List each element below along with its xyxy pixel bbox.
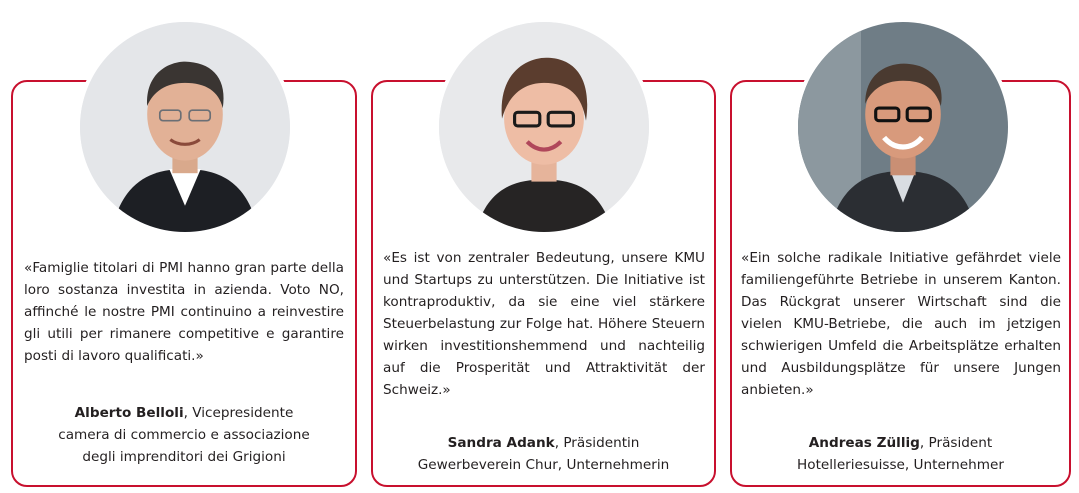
person-name: Sandra Adank <box>447 435 555 451</box>
quote-text: «Es ist von zentraler Bedeutung, unsere KMU und Startups zu unterstützen. Die Initiative ist kontraproduktiv, da sie eine viel stärkere Steuerbelastung zur Folge hat. Höhere Steuern wirken investitionshemmend und nachteilig auf die Prosperität und Attraktivität der Schweiz.» <box>383 250 705 398</box>
person-role: , Präsidentin <box>554 435 640 451</box>
person-role: , Vicepresidente <box>183 405 294 421</box>
person-role-line2: Hotelleriesuisse, Unternehmer <box>797 457 1004 473</box>
quote-text: «Ein solche radikale Initiative gefährdet viele familiengeführte Betriebe in unserem Kanton. Das Rückgrat unserer Wirtschaft sind die vielen KMU-Betriebe, die auch im jetzigen schwierigen Umfeld die Arbeitsplätze erhalten und Ausbildungsplätze für unsere Jungen anbieten.» <box>741 250 1061 398</box>
person-role: , Präsident <box>919 435 993 451</box>
person-name: Andreas Züllig <box>808 435 920 451</box>
portrait-photo-zuellig <box>794 18 1012 236</box>
person-role-line2: Gewerbeverein Chur, Unternehmerin <box>417 457 670 473</box>
portrait-photo-belloli <box>76 18 294 236</box>
quote-text: «Famiglie titolari di PMI hanno gran parte della loro sostanza investita in azienda. Voto NO, affinché le nostre PMI continuino a reinvestire gli utili per rimanere competitive e garantire posti di lavoro qualificati.» <box>24 260 344 364</box>
portrait-photo-adank <box>435 18 653 236</box>
byline <box>730 432 1071 476</box>
person-icon <box>798 22 1008 232</box>
person-role-line2: camera di commercio e associazione <box>58 427 310 443</box>
person-role-line3: degli imprenditori dei Grigioni <box>82 449 286 465</box>
person-icon <box>80 22 290 232</box>
byline <box>11 402 357 468</box>
person-name: Alberto Belloli <box>74 405 184 421</box>
person-icon <box>439 22 649 232</box>
byline <box>371 432 716 476</box>
